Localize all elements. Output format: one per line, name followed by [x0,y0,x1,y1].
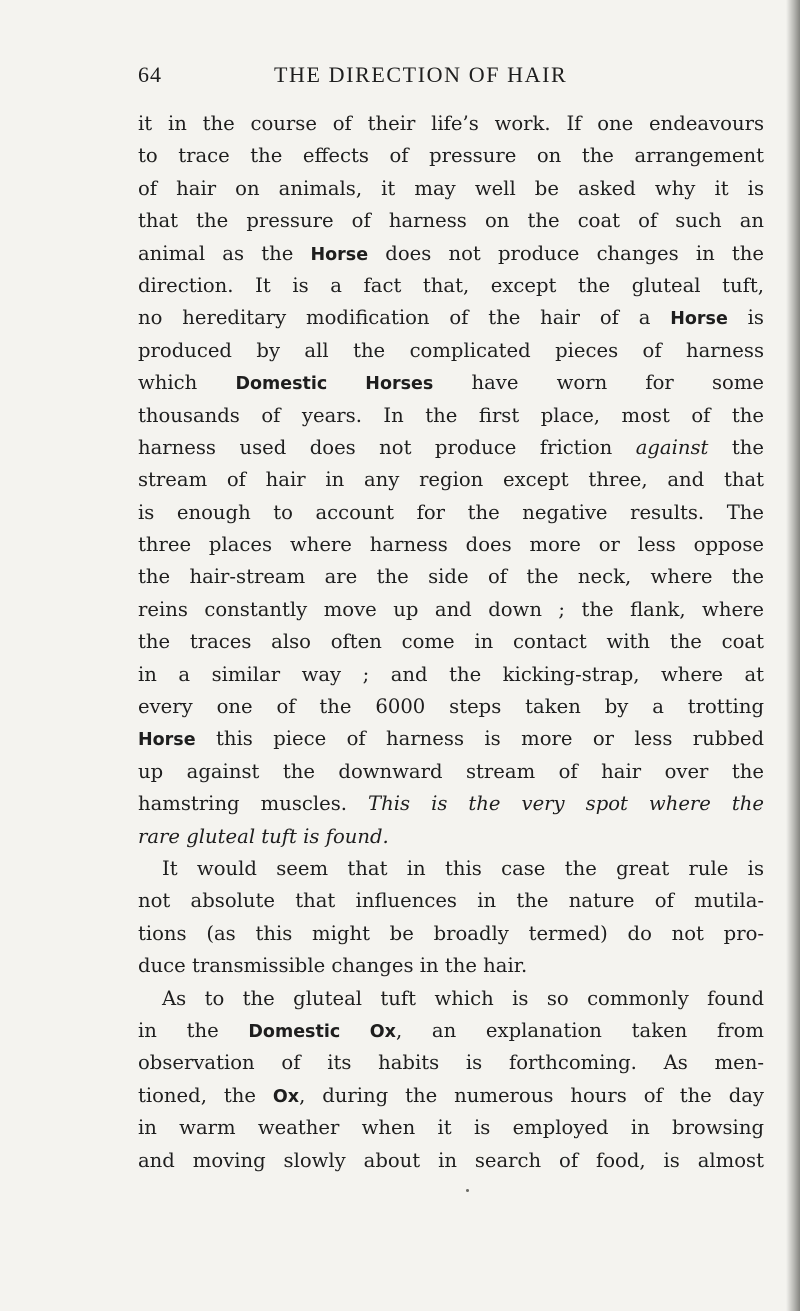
text-line: direction. It is a fact that, except the gluteal tuft, [138,273,764,297]
text-line: the traces also often come in contact with the coat [138,630,764,654]
species-name: Ox [272,1086,300,1107]
running-title: THE DIRECTION OF HAIR [274,62,568,87]
text-line: of hair on animals, it may well be asked why it is [138,176,764,200]
text-line: the hair-stream are the side of the neck, where the [138,565,764,589]
text-line: harness used does not produce friction against the [138,435,764,459]
page-edge-shadow [786,0,800,1311]
text-line: produced by all the complicated pieces of harness [138,338,764,362]
text-line: duce transmissible changes in the hair. [138,954,528,978]
text-line: As to the gluteal tuft which is so commonly found [162,986,764,1010]
text-line: up against the downward stream of hair over the [138,759,764,783]
body-text [138,108,764,1177]
paper-speck [466,1189,469,1192]
page-number: 64 [138,62,162,87]
text-line: it in the course of their life’s work. If one endeavours [138,112,764,135]
text-line: stream of hair in any region except three, and that [138,468,764,492]
italic-emphasis: This is the very spot where the [368,792,764,816]
text-line: three places where harness does more or less oppose [138,533,764,557]
italic-emphasis: against [635,435,709,459]
italic-emphasis: rare gluteal tuft is found. [138,824,389,848]
text-line: is enough to account for the negative results. The [138,500,764,524]
text-line: tions (as this might be broadly termed) do not pro- [138,921,764,945]
text-line [138,821,764,853]
text-line: every one of the 6000 steps taken by a trotting [138,695,764,719]
species-name: Horse [138,730,196,751]
text-line: to trace the effects of pressure on the arrangement [138,144,764,168]
text-line: tioned, the Ox, during the numerous hours of the day [138,1083,764,1107]
text-line: in the Domestic Ox, an explanation taken from [138,1018,764,1042]
text-line: Horse this piece of harness is more or less rubbed [138,727,764,751]
running-head [138,62,763,102]
text-line: and moving slowly about in search of food, is almost [138,1148,764,1172]
text-line: reins constantly move up and down ; the flank, where [138,597,764,621]
text-line: not absolute that influences in the nature of mutila- [138,889,764,913]
species-name: Domestic Horses [235,374,434,395]
species-name: Horse [670,309,728,330]
text-line: no hereditary modification of the hair of a Horse is [138,306,764,330]
text-line: in a similar way ; and the kicking-strap, where at [138,662,764,686]
text-line: animal as the Horse does not produce changes in the [138,241,764,265]
species-name: Domestic Ox [248,1021,396,1042]
species-name: Horse [310,244,369,265]
text-line: in warm weather when it is employed in browsing [138,1116,764,1140]
text-line: that the pressure of harness on the coat of such an [138,209,764,233]
text-line: It would seem that in this case the great rule is [162,856,764,880]
text-line: observation of its habits is forthcoming. As men- [138,1051,764,1075]
text-line: hamstring muscles. This is the very spot where the [138,792,764,816]
text-line: thousands of years. In the first place, most of the [138,403,764,427]
text-line: which Domestic Horses have worn for some [138,371,764,395]
